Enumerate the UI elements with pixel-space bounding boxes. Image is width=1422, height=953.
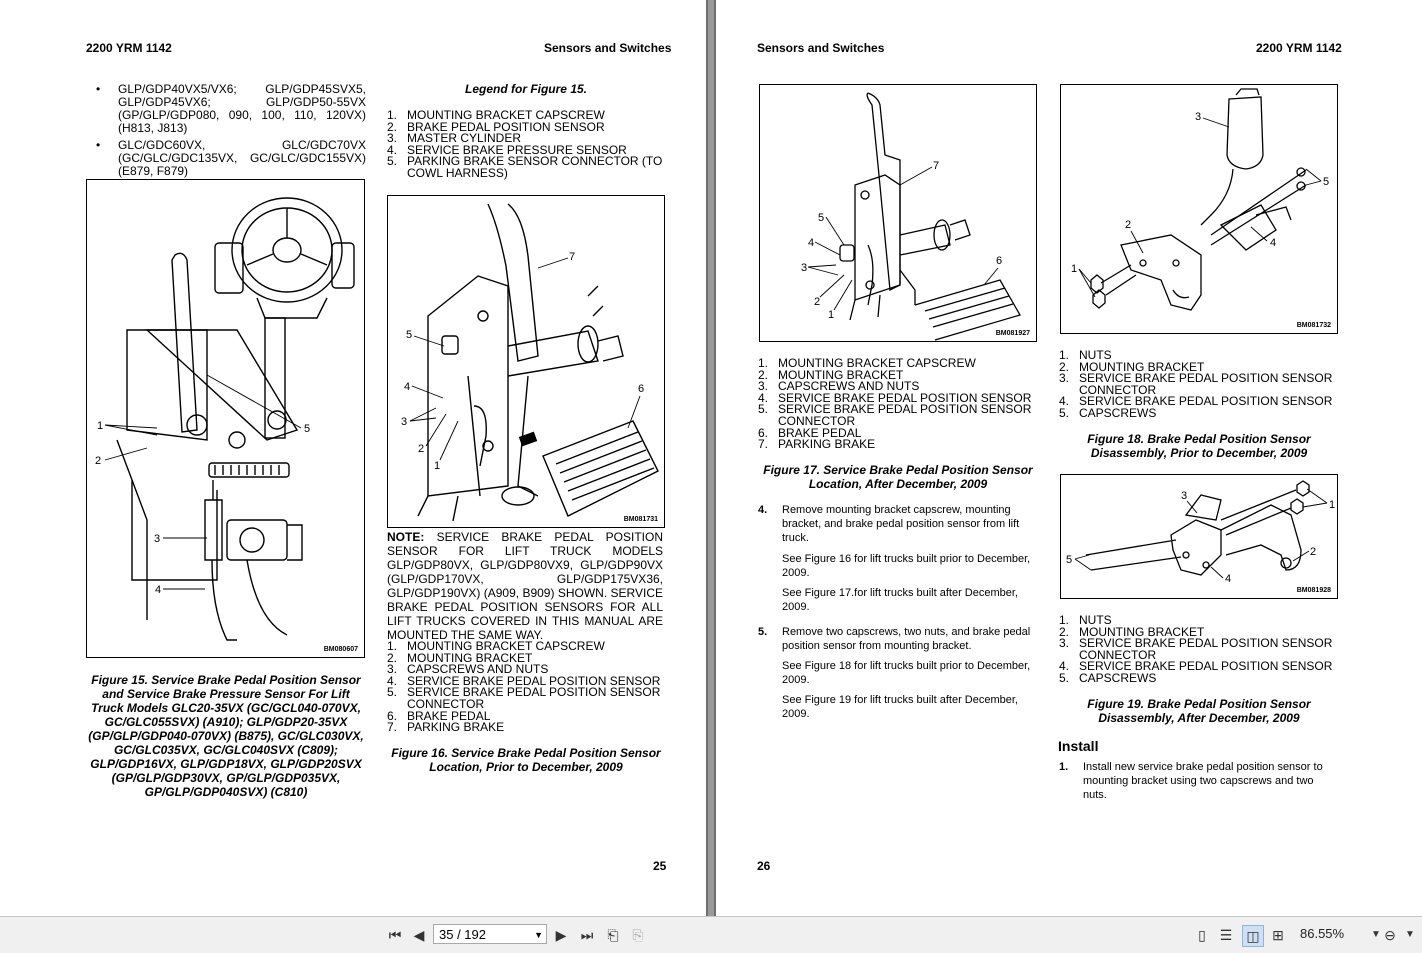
list-item: 5. CAPSCREWS <box>1059 670 1157 685</box>
list-item: 4. SERVICE BRAKE PEDAL POSITION SENSOR <box>758 390 1032 405</box>
legend-15-title: Legend for Figure 15. <box>464 82 587 96</box>
next-page-icon[interactable]: ▶ <box>555 927 567 943</box>
note-block <box>387 530 663 642</box>
fig17-callout-5: 5 <box>818 212 825 224</box>
list-item: 2. MOUNTING BRACKET <box>758 367 904 382</box>
list-item: 1. NUTS <box>1059 613 1112 627</box>
header-section-title: Sensors and Switches <box>544 41 672 55</box>
fig16-callout-6: 6 <box>638 383 645 395</box>
list-item: 2. BRAKE PEDAL POSITION SENSOR <box>387 119 605 134</box>
list-item: 6. BRAKE PEDAL <box>387 708 491 723</box>
previous-view-icon[interactable]: ⎗ <box>607 927 619 943</box>
step-subtext: See Figure 16 for lift trucks built prior to December, 2009. <box>782 553 1031 579</box>
list-item: 4. SERVICE BRAKE PRESSURE SENSOR <box>387 142 627 157</box>
bullet-item: • GLC/GDC60VX, GLC/GDC70VX (GC/GLC/GDC135VX, GC/GLC/GDC155VX) (E879, F879) <box>96 139 366 178</box>
step-subtext: See Figure 19 for lift trucks built after December, 2009. <box>782 694 1018 720</box>
step-text: Remove mounting bracket capscrew, mounting bracket, and brake pedal position sensor from lift truck. <box>782 504 1020 544</box>
left-page <box>0 0 706 916</box>
zoom-out-icon[interactable]: ⊖ <box>1384 927 1396 943</box>
figure-15 <box>86 179 365 658</box>
figure-15-caption: Figure 15. Service Brake Pedal Position Sensor and Service Brake Pressure Sensor For Lift Truck Models GLC20-35VX (GC/GCL040-070VX, GC/GLC055SVX) (A910); GLP/GDP20-35VX (GP/GLP/GDP040-070VX) (B875), GC/GLC030VX, GC/GLC035VX, GC/GLC040SVX (C809); GLP/GDP16VX, GLP/GDP18VX, GLP/GDP20SVX (GP/GLP/GDP30VX, GP/GLP/GDP035VX, GP/GLP/GDP040SVX) (C810) <box>88 673 364 799</box>
first-page-icon[interactable]: ⏮ <box>388 927 402 943</box>
zoom-menu-chevron-icon[interactable]: ▼ <box>1371 929 1381 940</box>
fig18-callout-1: 1 <box>1071 263 1078 275</box>
single-page-icon[interactable]: ▯ <box>1198 927 1206 943</box>
step-5: 5. Remove two capscrews, two nuts, and brake pedal position sensor from mounting bracket. See Figure 18 for lift trucks built prior to December, 2009. See Figure 19 for lift trucks built after December, 2009. <box>758 625 1038 725</box>
figure-code: BM081732 <box>1296 322 1331 329</box>
fig17-callout-6: 6 <box>996 255 1003 267</box>
fig17-callout-4: 4 <box>808 237 815 249</box>
figure-19-caption: Figure 19. Brake Pedal Position Sensor Disassembly, After December, 2009 <box>1087 697 1311 725</box>
figure-17-drawing <box>760 85 1036 341</box>
fig17-callout-2: 2 <box>814 296 821 308</box>
viewer-toolbar <box>0 916 1422 953</box>
prev-page-icon[interactable]: ◀ <box>413 927 425 943</box>
fig15-callout-3: 3 <box>154 533 161 545</box>
figure-17-legend <box>758 358 1038 451</box>
right-page <box>716 0 1422 916</box>
zoom-chevron-icon[interactable]: ▼ <box>1405 929 1415 940</box>
figure-16-legend <box>387 641 665 734</box>
fig19-callout-1: 1 <box>1329 499 1336 511</box>
list-item: 3. SERVICE BRAKE PEDAL POSITION SENSOR CONNECTOR <box>1059 371 1333 397</box>
fig15-callout-2: 2 <box>95 455 102 467</box>
note-text: SERVICE BRAKE PEDAL POSITION SENSOR FOR LIFT TRUCK MODELS GLP/GDP80VX, GLP/GDP80VX9, GLP/GDP90VX (GLP/GDP170VX, GLP/GDP175VX36, GLP/GDP190VX) (A909, B909) SHOWN. SERVICE BRAKE PEDAL POSITION SENSORS FOR ALL LIFT TRUCKS COVERED IN THIS MANUAL ARE MOUNTED THE SAME WAY. <box>387 530 663 642</box>
figure-17-caption: Figure 17. Service Brake Pedal Position Sensor Location, After December, 2009 <box>763 463 1033 491</box>
list-item: 5. CAPSCREWS <box>1059 405 1157 420</box>
next-view-icon[interactable]: ⎘ <box>632 927 644 943</box>
figure-18-drawing <box>1061 85 1337 333</box>
list-item: 2. MOUNTING BRACKET <box>1059 359 1205 374</box>
step-text: Install new service brake pedal position sensor to mounting bracket using two capscrews and two nuts. <box>1083 761 1323 801</box>
fig16-callout-3: 3 <box>401 416 408 428</box>
fig18-callout-3: 3 <box>1195 111 1202 123</box>
list-item: 4. SERVICE BRAKE PEDAL POSITION SENSOR <box>1059 659 1333 674</box>
list-item: 3. CAPSCREWS AND NUTS <box>387 662 549 677</box>
step-subtext: See Figure 18 for lift trucks built prior to December, 2009. <box>782 660 1031 686</box>
list-item: 5. SERVICE BRAKE PEDAL POSITION SENSOR CONNECTOR <box>387 685 661 711</box>
list-item: 1. MOUNTING BRACKET CAPSCREW <box>758 356 976 370</box>
list-item: 7. PARKING BRAKE <box>758 437 876 452</box>
figure-16 <box>387 195 665 528</box>
install-step-1: 1. Install new service brake pedal position sensor to mounting bracket using two capscrews and two nuts. <box>1059 760 1339 810</box>
fig17-callout-3: 3 <box>801 262 808 274</box>
figure-code: BM081731 <box>623 516 658 523</box>
fig18-callout-2: 2 <box>1125 219 1132 231</box>
list-item: 7. PARKING BRAKE <box>387 720 505 735</box>
fig19-callout-3: 3 <box>1181 490 1188 502</box>
fig19-callout-4: 4 <box>1225 573 1232 585</box>
fig16-callout-7: 7 <box>569 251 576 263</box>
chevron-down-icon[interactable]: ▼ <box>534 930 543 940</box>
list-item: 5. PARKING BRAKE SENSOR CONNECTOR (TO COWL HARNESS) <box>387 154 663 180</box>
page-gutter <box>706 0 716 916</box>
fig17-callout-7: 7 <box>933 160 940 172</box>
continuous-facing-icon[interactable]: ⊞ <box>1272 927 1284 943</box>
page-number-input[interactable]: 35 / 192 ▼ <box>433 924 547 944</box>
fig15-callout-5: 5 <box>304 423 311 435</box>
zoom-level[interactable]: 86.55% <box>1300 926 1345 941</box>
list-item: 3. CAPSCREWS AND NUTS <box>758 379 920 394</box>
list-item: 1. MOUNTING BRACKET CAPSCREW <box>387 639 605 653</box>
legend-15-list <box>387 110 665 180</box>
fig15-callout-1: 1 <box>97 420 104 432</box>
figure-17 <box>759 84 1037 342</box>
bullet-item: • GLP/GDP40VX5/VX6; GLP/GDP45SVX5, GLP/GDP45VX6; GLP/GDP50-55VX (GP/GLP/GDP080, 090, 100, 110, 120VX) (H813, J813) <box>96 83 366 135</box>
fig16-callout-1: 1 <box>434 460 441 472</box>
last-page-icon[interactable]: ⏭ <box>580 927 594 943</box>
list-item: 2. MOUNTING BRACKET <box>387 650 533 665</box>
fig15-callout-4: 4 <box>155 584 162 596</box>
figure-code: BM081927 <box>995 330 1030 337</box>
figure-19-legend <box>1059 615 1339 685</box>
list-item: 2. MOUNTING BRACKET <box>1059 624 1205 639</box>
figure-code: BM081928 <box>1296 587 1331 594</box>
fig16-callout-4: 4 <box>404 381 411 393</box>
header-doc-number: 2200 YRM 1142 <box>86 41 172 55</box>
header-doc-number: 2200 YRM 1142 <box>1256 41 1342 55</box>
figure-code: BM080607 <box>323 646 358 653</box>
figure-19-drawing <box>1061 475 1337 598</box>
list-item: 6. BRAKE PEDAL <box>758 425 862 440</box>
step-4: 4. Remove mounting bracket capscrew, mounting bracket, and brake pedal position sensor from lift truck. See Figure 16 for lift trucks built prior to December, 2009. See Figure 17.for lift trucks built after December, 2009. <box>758 503 1038 623</box>
page-number: 26 <box>757 859 771 873</box>
facing-icon[interactable]: ◫ <box>1242 925 1264 947</box>
list-item: 3. MASTER CYLINDER <box>387 131 522 146</box>
list-item: 1. MOUNTING BRACKET CAPSCREW <box>387 108 605 122</box>
list-item: 1. NUTS <box>1059 348 1112 362</box>
figure-18-legend <box>1059 350 1339 420</box>
list-item: 4. SERVICE BRAKE PEDAL POSITION SENSOR <box>1059 394 1333 409</box>
fig17-callout-1: 1 <box>828 309 835 321</box>
note-label: NOTE: <box>387 530 425 544</box>
figure-16-caption: Figure 16. Service Brake Pedal Position Sensor Location, Prior to December, 2009 <box>391 746 661 774</box>
figure-16-drawing <box>388 196 664 527</box>
step-subtext: See Figure 17.for lift trucks built after December, 2009. <box>782 587 1018 613</box>
list-item: 4. SERVICE BRAKE PEDAL POSITION SENSOR <box>387 673 661 688</box>
page-number: 25 <box>653 859 667 873</box>
install-heading: Install <box>1058 738 1099 754</box>
fig16-callout-2: 2 <box>418 443 425 455</box>
list-item: 5. SERVICE BRAKE PEDAL POSITION SENSOR CONNECTOR <box>758 402 1032 428</box>
fig19-callout-2: 2 <box>1310 546 1317 558</box>
figure-19 <box>1060 474 1338 599</box>
model-bullet-list <box>96 83 366 182</box>
fig19-callout-5: 5 <box>1066 554 1073 566</box>
figure-18-caption: Figure 18. Brake Pedal Position Sensor Disassembly, Prior to December, 2009 <box>1087 432 1311 460</box>
continuous-icon[interactable]: ☰ <box>1219 927 1233 943</box>
fig18-callout-5: 5 <box>1323 176 1330 188</box>
fig16-callout-5: 5 <box>406 329 413 341</box>
list-item: 3. SERVICE BRAKE PEDAL POSITION SENSOR CONNECTOR <box>1059 636 1333 662</box>
header-section-title: Sensors and Switches <box>757 41 885 55</box>
step-text: Remove two capscrews, two nuts, and brake pedal position sensor from mounting bracket. <box>782 626 1031 652</box>
figure-15-drawing <box>87 180 364 657</box>
figure-18 <box>1060 84 1338 334</box>
fig18-callout-4: 4 <box>1270 237 1277 249</box>
